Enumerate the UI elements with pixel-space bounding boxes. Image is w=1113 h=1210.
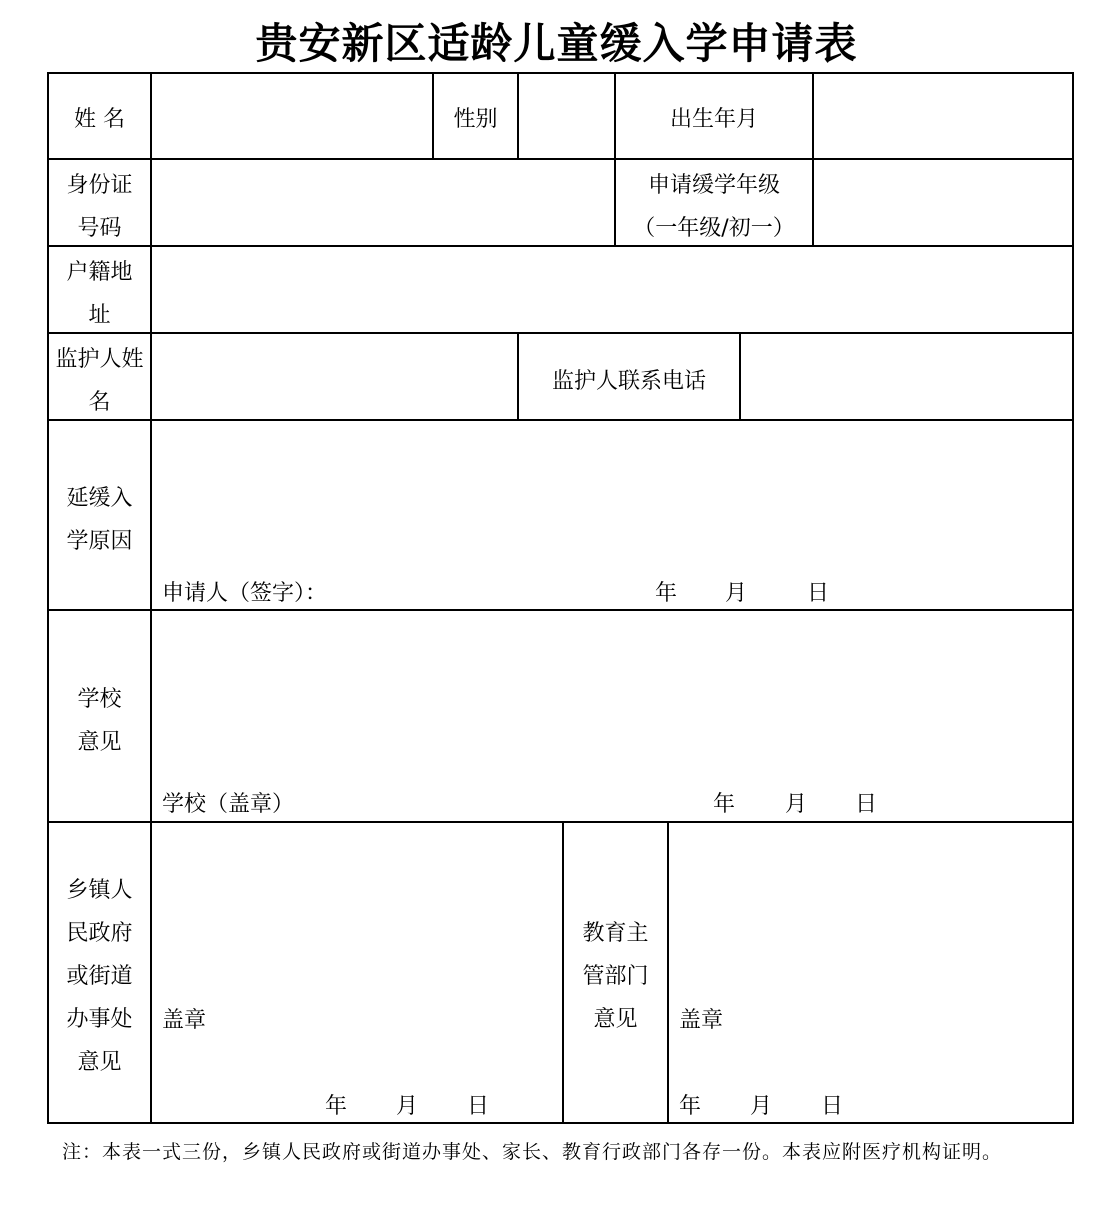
education-seal-label: 盖章	[679, 1008, 724, 1033]
township-label-line-1: 乡镇人	[66, 878, 133, 903]
guardian-name-field[interactable]	[152, 334, 517, 419]
education-dept-opinion-area[interactable]	[669, 823, 1072, 1003]
reason-label-line-2: 学原因	[66, 529, 133, 554]
reason-label-line-1: 延缓入	[66, 486, 133, 511]
name-label: 姓 名	[74, 107, 125, 132]
gender-field[interactable]	[519, 74, 614, 158]
id-number-field[interactable]	[152, 160, 614, 245]
school-month-label: 月	[785, 792, 808, 817]
guardian-phone-label: 监护人联系电话	[551, 369, 706, 394]
guardian-label-line-2: 名	[88, 390, 111, 415]
birth-date-field[interactable]	[814, 74, 1072, 158]
township-label-line-2: 民政府	[66, 921, 133, 946]
deferred-grade-hint: （一年级/初一）	[633, 216, 795, 241]
school-opinion-area[interactable]	[152, 611, 1072, 781]
reason-month-label: 月	[725, 581, 748, 606]
education-year-label: 年	[679, 1094, 702, 1119]
township-label-line-5: 意见	[77, 1050, 122, 1075]
hukou-label-line-2: 址	[88, 303, 111, 328]
reason-text-area[interactable]	[152, 421, 1072, 571]
hukou-label-line-1: 户籍地	[66, 260, 133, 285]
guardian-phone-field[interactable]	[741, 334, 1072, 419]
table-border-bottom	[47, 1122, 1074, 1124]
guardian-label-line-1: 监护人姓	[55, 347, 144, 372]
reason-day-label: 日	[807, 581, 830, 606]
township-opinion-area[interactable]	[152, 823, 562, 1003]
education-label-line-3: 意见	[593, 1007, 638, 1032]
education-month-label: 月	[750, 1094, 773, 1119]
form-title: 贵安新区适龄儿童缓入学申请表	[255, 19, 858, 68]
township-day-label: 日	[467, 1094, 490, 1119]
township-year-label: 年	[325, 1094, 348, 1119]
education-label-line-1: 教育主	[582, 921, 649, 946]
township-seal-label: 盖章	[162, 1008, 207, 1033]
deferred-grade-label: 申请缓学年级	[647, 173, 780, 198]
birth-date-label: 出生年月	[669, 107, 758, 132]
township-label-line-3: 或街道	[66, 964, 133, 989]
table-border-right	[1072, 72, 1074, 1124]
id-label-line-1: 身份证	[66, 173, 133, 198]
education-label-line-2: 管部门	[582, 964, 649, 989]
school-opinion-label-line-2: 意见	[77, 730, 122, 755]
school-day-label: 日	[855, 792, 878, 817]
school-seal-label: 学校（盖章）	[162, 792, 295, 817]
township-month-label: 月	[396, 1094, 419, 1119]
reason-year-label: 年	[655, 581, 678, 606]
id-label-line-2: 号码	[77, 216, 122, 241]
education-dept-opinion-label	[564, 912, 667, 1041]
education-day-label: 日	[821, 1094, 844, 1119]
school-opinion-label-line-1: 学校	[77, 687, 122, 712]
deferred-grade-field[interactable]	[814, 160, 1072, 245]
applicant-signature-label: 申请人（签字）：	[162, 581, 328, 606]
footnote: 注：本表一式三份，乡镇人民政府或街道办事处、家长、教育行政部门各存一份。本表应附医疗机构证明。	[62, 1141, 1003, 1163]
gender-label: 性别	[453, 107, 498, 132]
township-opinion-label	[49, 869, 150, 1084]
township-label-line-4: 办事处	[66, 1007, 133, 1032]
school-year-label: 年	[713, 792, 736, 817]
hukou-address-field[interactable]	[152, 247, 1072, 332]
name-field[interactable]	[152, 74, 432, 158]
